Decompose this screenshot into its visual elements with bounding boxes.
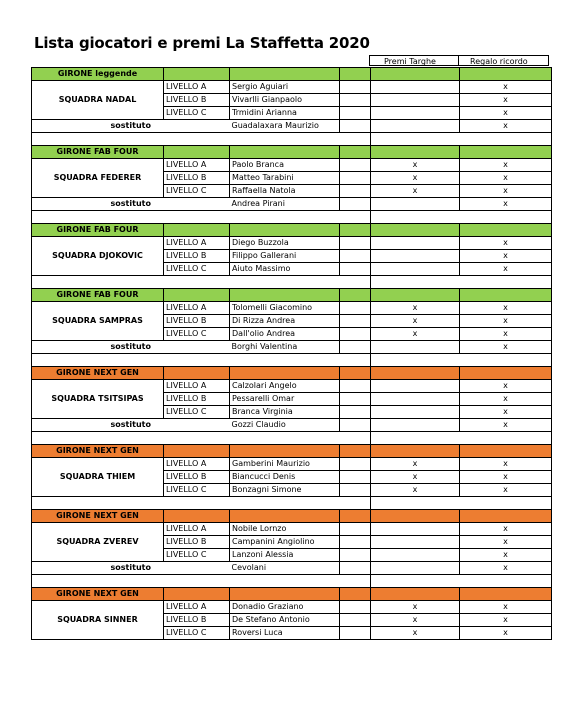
table-row (32, 523, 552, 536)
player-name: De Stefano Antonio (230, 614, 340, 627)
team-name: SQUADRA DJOKOVIC (32, 237, 164, 276)
girone-row (32, 510, 552, 523)
regalo-cell: x (460, 172, 552, 185)
table-row (32, 237, 552, 250)
player-name: Raffaella Natola (230, 185, 340, 198)
sostituto-label: sostituto (32, 341, 230, 354)
table-row (32, 458, 552, 471)
regalo-cell: x (460, 198, 552, 211)
sostituto-label: sostituto (32, 198, 230, 211)
regalo-cell: x (460, 484, 552, 497)
team-name: SQUADRA FEDERER (32, 159, 164, 198)
girone-fill (460, 146, 552, 159)
regalo-cell: x (460, 393, 552, 406)
regalo-cell: x (460, 536, 552, 549)
premi-cell: x (371, 471, 460, 484)
player-name: Roversi Luca (230, 627, 340, 640)
girone-fill (460, 68, 552, 81)
girone-fill (371, 367, 460, 380)
premi-cell (371, 81, 460, 94)
sostituto-row (32, 120, 552, 133)
player-name: Vivarlli Gianpaolo (230, 94, 340, 107)
girone-fill (371, 289, 460, 302)
girone-row (32, 224, 552, 237)
player-name: Matteo Tarabini (230, 172, 340, 185)
girone-label: GIRONE FAB FOUR (32, 289, 164, 302)
livello-cell: LIVELLO A (164, 458, 230, 471)
player-name: Nobile Lornzo (230, 523, 340, 536)
premi-cell (371, 380, 460, 393)
girone-fill (460, 445, 552, 458)
regalo-cell: x (460, 237, 552, 250)
empty-cell (340, 302, 371, 315)
regalo-cell: x (460, 81, 552, 94)
livello-cell: LIVELLO C (164, 328, 230, 341)
player-name: Aiuto Massimo (230, 263, 340, 276)
empty-cell (340, 562, 371, 575)
sostituto-label: sostituto (32, 419, 230, 432)
premi-cell (371, 341, 460, 354)
girone-fill (340, 146, 371, 159)
player-name: Donadio Graziano (230, 601, 340, 614)
empty-cell (340, 120, 371, 133)
empty-cell (340, 627, 371, 640)
livello-cell: LIVELLO C (164, 406, 230, 419)
regalo-cell: x (460, 601, 552, 614)
girone-fill (371, 146, 460, 159)
empty-cell (340, 549, 371, 562)
empty-cell (340, 536, 371, 549)
girone-row (32, 146, 552, 159)
regalo-cell: x (460, 250, 552, 263)
regalo-cell: x (460, 107, 552, 120)
livello-cell: LIVELLO B (164, 471, 230, 484)
girone-fill (460, 224, 552, 237)
sostituto-name: Borghi Valentina (230, 341, 340, 354)
team-name: SQUADRA ZVEREV (32, 523, 164, 562)
livello-cell: LIVELLO A (164, 81, 230, 94)
player-name: Pessarelli Omar (230, 393, 340, 406)
player-name: Di Rizza Andrea (230, 315, 340, 328)
girone-label: GIRONE FAB FOUR (32, 146, 164, 159)
regalo-cell: x (460, 120, 552, 133)
livello-cell: LIVELLO A (164, 237, 230, 250)
empty-cell (340, 250, 371, 263)
empty-cell (340, 185, 371, 198)
sostituto-row (32, 341, 552, 354)
player-name: Trmidini Arianna (230, 107, 340, 120)
premi-cell (371, 237, 460, 250)
premi-cell: x (371, 458, 460, 471)
empty-cell (340, 380, 371, 393)
premi-cell (371, 94, 460, 107)
players-table (31, 67, 552, 640)
regalo-cell: x (460, 523, 552, 536)
premi-cell: x (371, 614, 460, 627)
player-name: Branca Virginia (230, 406, 340, 419)
girone-fill (340, 510, 371, 523)
spacer-row (32, 432, 552, 445)
premi-cell (371, 549, 460, 562)
regalo-cell: x (460, 458, 552, 471)
regalo-cell: x (460, 627, 552, 640)
sostituto-label: sostituto (32, 120, 230, 133)
regalo-cell: x (460, 380, 552, 393)
table-row (32, 81, 552, 94)
girone-fill (340, 445, 371, 458)
empty-cell (340, 614, 371, 627)
empty-cell (340, 341, 371, 354)
premi-cell (371, 263, 460, 276)
sostituto-row (32, 198, 552, 211)
sostituto-name: Andrea Pirani (230, 198, 340, 211)
player-name: Biancucci Denis (230, 471, 340, 484)
girone-label: GIRONE NEXT GEN (32, 510, 164, 523)
girone-fill (230, 588, 340, 601)
spacer-row (32, 276, 552, 289)
regalo-cell: x (460, 302, 552, 315)
girone-fill (460, 289, 552, 302)
empty-cell (340, 523, 371, 536)
girone-fill (230, 68, 340, 81)
girone-fill (340, 68, 371, 81)
team-name: SQUADRA TSITSIPAS (32, 380, 164, 419)
regalo-cell: x (460, 341, 552, 354)
girone-fill (164, 367, 230, 380)
team-name: SQUADRA THIEM (32, 458, 164, 497)
premi-cell (371, 406, 460, 419)
premi-cell: x (371, 185, 460, 198)
sostituto-name: Gozzi Claudio (230, 419, 340, 432)
table-row (32, 380, 552, 393)
girone-fill (340, 224, 371, 237)
girone-row (32, 68, 552, 81)
table-row (32, 302, 552, 315)
page-title: Lista giocatori e premi La Staffetta 2020 (34, 34, 370, 52)
spacer-row (32, 133, 552, 146)
empty-cell (340, 315, 371, 328)
girone-fill (371, 68, 460, 81)
livello-cell: LIVELLO B (164, 393, 230, 406)
regalo-cell: x (460, 614, 552, 627)
empty-cell (340, 471, 371, 484)
premi-cell (371, 107, 460, 120)
regalo-cell: x (460, 315, 552, 328)
livello-cell: LIVELLO C (164, 263, 230, 276)
empty-cell (340, 393, 371, 406)
girone-label: GIRONE NEXT GEN (32, 367, 164, 380)
team-name: SQUADRA SINNER (32, 601, 164, 640)
premi-cell: x (371, 172, 460, 185)
player-name: Sergio Aguiari (230, 81, 340, 94)
header-premi: Premi Targhe (384, 57, 436, 66)
premi-cell: x (371, 627, 460, 640)
girone-row (32, 588, 552, 601)
regalo-cell: x (460, 419, 552, 432)
sostituto-row (32, 419, 552, 432)
premi-cell: x (371, 302, 460, 315)
empty-cell (340, 406, 371, 419)
regalo-cell: x (460, 549, 552, 562)
livello-cell: LIVELLO C (164, 484, 230, 497)
player-name: Bonzagni Simone (230, 484, 340, 497)
livello-cell: LIVELLO A (164, 159, 230, 172)
livello-cell: LIVELLO A (164, 523, 230, 536)
premi-cell (371, 523, 460, 536)
girone-fill (460, 510, 552, 523)
girone-fill (230, 224, 340, 237)
spacer-row (32, 497, 552, 510)
premi-cell (371, 536, 460, 549)
table-row (32, 159, 552, 172)
player-name: Calzolari Angelo (230, 380, 340, 393)
player-name: Gamberini Maurizio (230, 458, 340, 471)
livello-cell: LIVELLO C (164, 185, 230, 198)
regalo-cell: x (460, 406, 552, 419)
girone-fill (230, 289, 340, 302)
spacer-row (32, 211, 552, 224)
empty-cell (340, 419, 371, 432)
livello-cell: LIVELLO A (164, 601, 230, 614)
livello-cell: LIVELLO B (164, 250, 230, 263)
girone-fill (230, 445, 340, 458)
empty-cell (340, 159, 371, 172)
player-name: Tolomelli Giacomino (230, 302, 340, 315)
girone-fill (230, 510, 340, 523)
livello-cell: LIVELLO B (164, 94, 230, 107)
livello-cell: LIVELLO B (164, 315, 230, 328)
premi-cell: x (371, 159, 460, 172)
table-row (32, 601, 552, 614)
team-name: SQUADRA NADAL (32, 81, 164, 120)
premi-cell (371, 393, 460, 406)
empty-cell (340, 484, 371, 497)
spacer-row (32, 354, 552, 367)
player-name: Diego Buzzola (230, 237, 340, 250)
regalo-cell: x (460, 263, 552, 276)
sostituto-name: Guadalaxara Maurizio (230, 120, 340, 133)
header-regalo: Regalo ricordo (470, 57, 528, 66)
livello-cell: LIVELLO A (164, 380, 230, 393)
empty-cell (340, 172, 371, 185)
girone-label: GIRONE FAB FOUR (32, 224, 164, 237)
girone-row (32, 445, 552, 458)
livello-cell: LIVELLO C (164, 549, 230, 562)
girone-fill (164, 510, 230, 523)
girone-label: GIRONE NEXT GEN (32, 588, 164, 601)
empty-cell (340, 458, 371, 471)
livello-cell: LIVELLO A (164, 302, 230, 315)
girone-fill (164, 68, 230, 81)
premi-cell (371, 120, 460, 133)
girone-fill (371, 510, 460, 523)
girone-fill (164, 289, 230, 302)
premi-cell: x (371, 315, 460, 328)
regalo-cell: x (460, 159, 552, 172)
girone-fill (230, 146, 340, 159)
livello-cell: LIVELLO B (164, 172, 230, 185)
girone-fill (460, 588, 552, 601)
empty-cell (340, 94, 371, 107)
sostituto-name: Cevolani (230, 562, 340, 575)
spacer-row (32, 575, 552, 588)
girone-fill (164, 146, 230, 159)
girone-fill (164, 588, 230, 601)
livello-cell: LIVELLO C (164, 627, 230, 640)
girone-row (32, 367, 552, 380)
player-name: Filippo Gallerani (230, 250, 340, 263)
team-name: SQUADRA SAMPRAS (32, 302, 164, 341)
girone-row (32, 289, 552, 302)
girone-fill (371, 588, 460, 601)
girone-fill (340, 289, 371, 302)
empty-cell (340, 81, 371, 94)
girone-fill (230, 367, 340, 380)
girone-fill (340, 588, 371, 601)
regalo-cell: x (460, 94, 552, 107)
regalo-cell: x (460, 185, 552, 198)
girone-label: GIRONE NEXT GEN (32, 445, 164, 458)
empty-cell (340, 237, 371, 250)
girone-fill (371, 445, 460, 458)
girone-fill (164, 445, 230, 458)
regalo-cell: x (460, 562, 552, 575)
girone-fill (164, 224, 230, 237)
player-name: Paolo Branca (230, 159, 340, 172)
empty-cell (340, 328, 371, 341)
livello-cell: LIVELLO C (164, 107, 230, 120)
premi-cell (371, 198, 460, 211)
player-name: Dall'olio Andrea (230, 328, 340, 341)
empty-cell (340, 107, 371, 120)
girone-fill (340, 367, 371, 380)
premi-cell (371, 419, 460, 432)
player-name: Lanzoni Alessia (230, 549, 340, 562)
premi-cell: x (371, 601, 460, 614)
empty-cell (340, 198, 371, 211)
sostituto-row (32, 562, 552, 575)
regalo-cell: x (460, 471, 552, 484)
livello-cell: LIVELLO B (164, 614, 230, 627)
premi-cell: x (371, 328, 460, 341)
empty-cell (340, 263, 371, 276)
premi-cell: x (371, 484, 460, 497)
girone-fill (371, 224, 460, 237)
empty-cell (340, 601, 371, 614)
regalo-cell: x (460, 328, 552, 341)
premi-cell (371, 250, 460, 263)
sostituto-label: sostituto (32, 562, 230, 575)
premi-cell (371, 562, 460, 575)
player-name: Campanini Angiolino (230, 536, 340, 549)
girone-fill (460, 367, 552, 380)
girone-label: GIRONE leggende (32, 68, 164, 81)
livello-cell: LIVELLO B (164, 536, 230, 549)
